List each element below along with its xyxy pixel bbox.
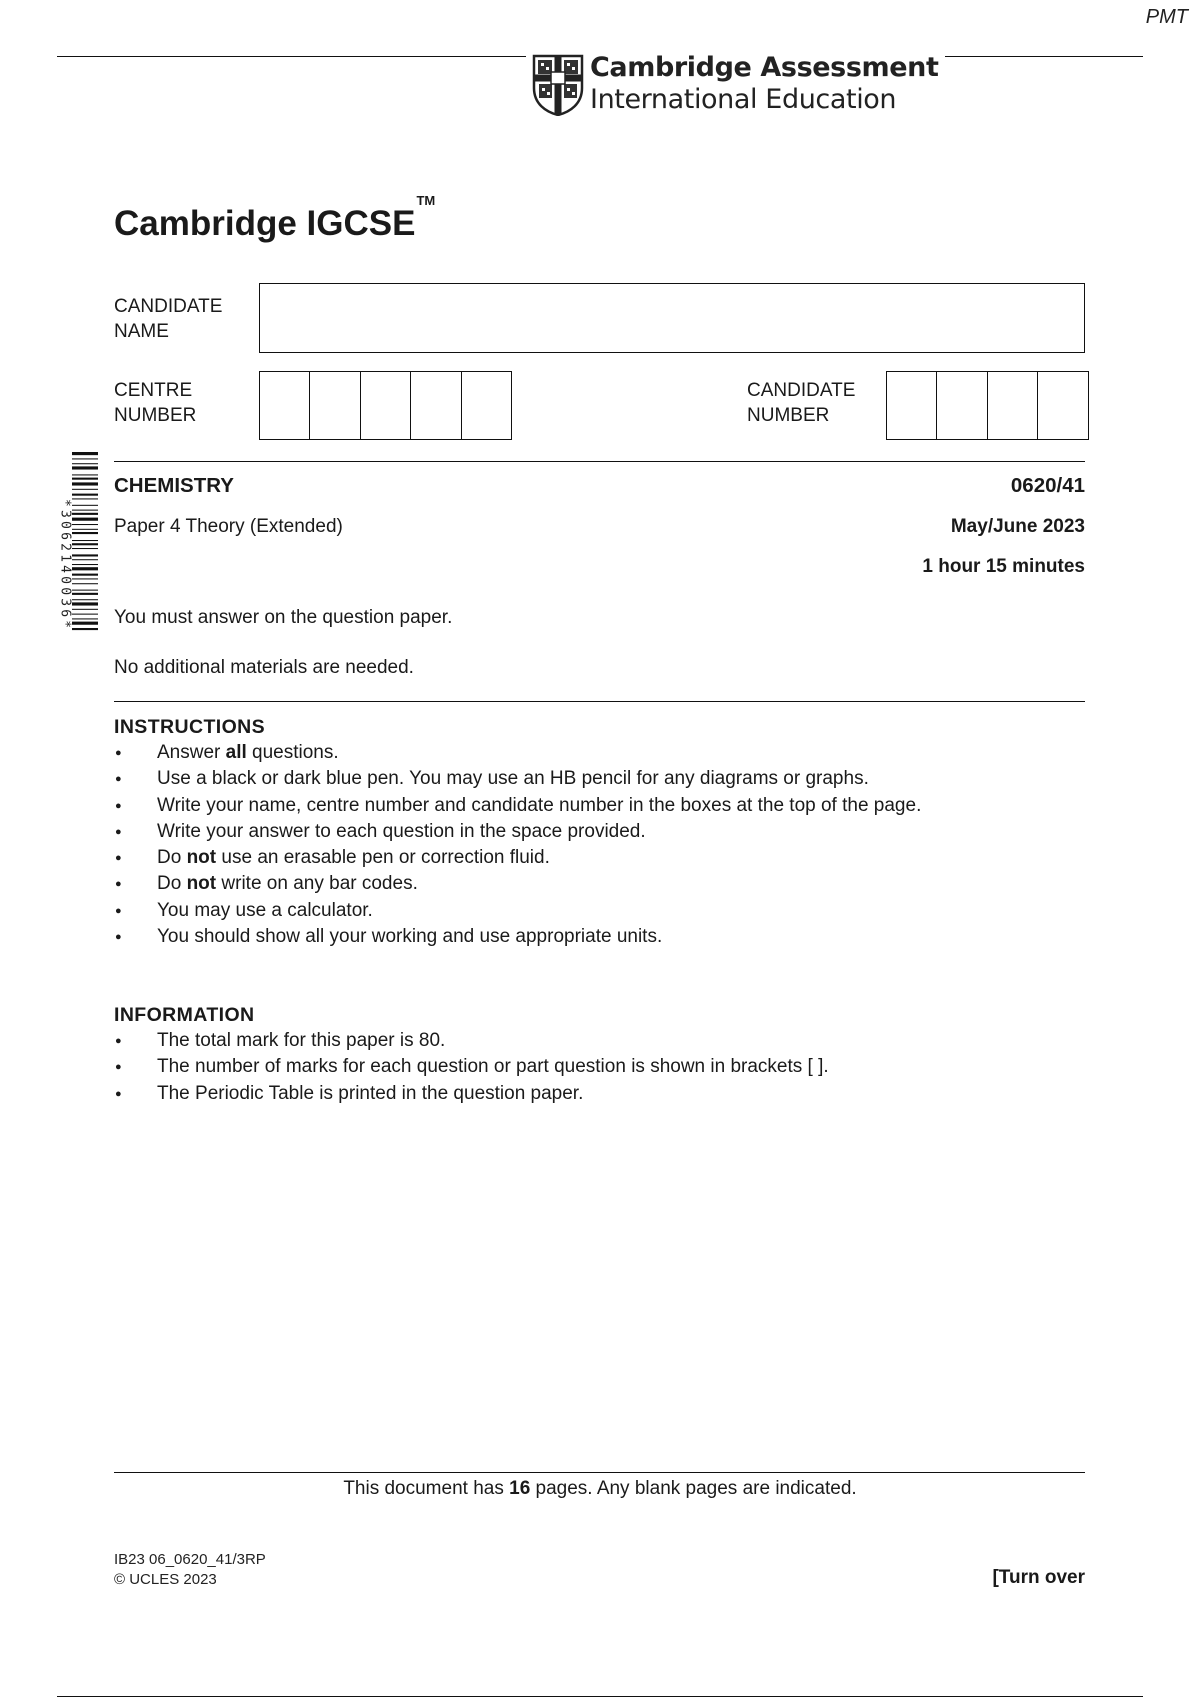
barcode-bar [72, 510, 98, 511]
barcode-bar [72, 628, 98, 630]
subject-title: CHEMISTRY [114, 474, 234, 497]
barcode-bar [72, 529, 98, 530]
barcode-bar [72, 599, 98, 600]
information-item: ● The number of marks for each question or part question is shown in brackets [ ]. [114, 1054, 829, 1080]
candidate-number-digit-box[interactable] [887, 372, 937, 439]
instruction-item: ● Answer all questions. [114, 740, 921, 766]
barcode-bar [72, 505, 98, 506]
barcode-bar [72, 590, 98, 591]
watermark-label: PMT [1145, 6, 1188, 28]
centre-number-digit-box[interactable] [361, 372, 411, 439]
centre-number-digit-box[interactable] [260, 372, 310, 439]
qualification-name: Cambridge IGCSE [114, 204, 416, 243]
page-count-note: This document has 16 pages. Any blank pages are indicated. [343, 1478, 857, 1499]
centre-number-label [114, 378, 196, 428]
answer-note: You must answer on the question paper. [114, 607, 453, 628]
label-line: CENTRE [114, 380, 193, 401]
document-reference [114, 1550, 266, 1590]
exam-session: May/June 2023 [950, 516, 1085, 537]
barcode-bar [72, 602, 98, 605]
barcode-bar [72, 532, 98, 534]
barcode-bar [72, 498, 98, 499]
logo-title: Cambridge Assessment [590, 52, 939, 83]
centre-number-digit-box[interactable] [462, 372, 512, 439]
barcode-bar [72, 609, 98, 610]
information-item: ● The total mark for this paper is 80. [114, 1028, 829, 1054]
label-line: NUMBER [114, 405, 197, 426]
barcode-bar [72, 583, 98, 584]
label-line: CANDIDATE [747, 380, 856, 401]
turn-over-label: [Turn over [992, 1567, 1085, 1588]
barcode-bar [72, 567, 98, 570]
instruction-item: ● Do not write on any bar codes. [114, 871, 921, 897]
barcode-bar [72, 614, 98, 615]
instruction-item: ● Write your name, centre number and candidate number in the boxes at the top of the page. [114, 793, 921, 819]
barcode-bar [72, 489, 98, 490]
barcode-bar [72, 458, 98, 459]
candidate-number-digit-box[interactable] [1038, 372, 1088, 439]
candidate-name-label [114, 294, 222, 344]
candidate-number-label [747, 378, 855, 428]
barcode-bar [72, 463, 98, 464]
bottom-rule [57, 1696, 1143, 1697]
cambridge-logo [526, 54, 945, 116]
candidate-number-digit-box[interactable] [937, 372, 987, 439]
information-heading: INFORMATION [114, 1004, 255, 1026]
trademark-mark: TM [416, 193, 436, 209]
centre-number-digit-box[interactable] [310, 372, 360, 439]
crest-icon [532, 54, 584, 116]
barcode-bar [72, 574, 98, 576]
label-line: NUMBER [747, 405, 830, 426]
barcode-bar [72, 622, 98, 625]
centre-number-field [259, 371, 512, 440]
instruction-item: ● You may use a calculator. [114, 898, 921, 924]
label-line: CANDIDATE [114, 296, 223, 317]
exam-duration: 1 hour 15 minutes [922, 556, 1085, 577]
centre-number-digit-box[interactable] [411, 372, 461, 439]
barcode-bar [72, 466, 98, 469]
paper-code: 0620/41 [1010, 474, 1085, 497]
barcode-bar [72, 494, 98, 496]
barcode-bar [72, 452, 98, 455]
barcode-icon [58, 450, 98, 680]
barcode-bar [72, 564, 98, 565]
barcode-bar [72, 524, 98, 525]
barcode-bar [72, 578, 98, 579]
reference-code: IB23 06_0620_41/3RP [114, 1551, 266, 1568]
barcode-bar [72, 618, 98, 619]
instructions-heading: INSTRUCTIONS [114, 716, 266, 738]
section-rule [114, 701, 1085, 702]
barcode-bar [72, 540, 98, 541]
paper-title: Paper 4 Theory (Extended) [114, 516, 343, 537]
instruction-item: ● Write your answer to each question in the space provided. [114, 819, 921, 845]
footer-rule [114, 1472, 1085, 1473]
barcode-bar [72, 478, 98, 480]
barcode-text: *3062140036* [57, 498, 73, 632]
candidate-number-digit-box[interactable] [988, 372, 1038, 439]
materials-note: No additional materials are needed. [114, 657, 414, 678]
logo-subtitle: International Education [590, 84, 897, 115]
information-list [114, 1028, 829, 1107]
instruction-item: ● Do not use an erasable pen or correction fluid. [114, 845, 921, 871]
section-rule [114, 461, 1085, 462]
barcode-bar [72, 543, 98, 545]
barcode-bar [72, 554, 98, 556]
label-line: NAME [114, 321, 169, 342]
barcode-bar [72, 559, 98, 560]
instructions-list [114, 740, 921, 950]
barcode-bar [72, 548, 98, 549]
barcode-bars [72, 450, 98, 680]
barcode-bar [72, 482, 98, 485]
barcode-bar [72, 474, 98, 475]
barcode-bar [72, 593, 98, 595]
copyright-notice: © UCLES 2023 [114, 1571, 217, 1588]
information-item: ● The Periodic Table is printed in the question paper. [114, 1081, 829, 1107]
barcode-bar [72, 513, 98, 515]
barcode-bar [72, 518, 98, 521]
instruction-item: ● You should show all your working and use appropriate units. [114, 924, 921, 950]
candidate-number-field [886, 371, 1089, 440]
qualification-title [114, 193, 436, 244]
instruction-item: ● Use a black or dark blue pen. You may use an HB pencil for any diagrams or graphs. [114, 766, 921, 792]
candidate-name-field[interactable] [259, 283, 1085, 353]
